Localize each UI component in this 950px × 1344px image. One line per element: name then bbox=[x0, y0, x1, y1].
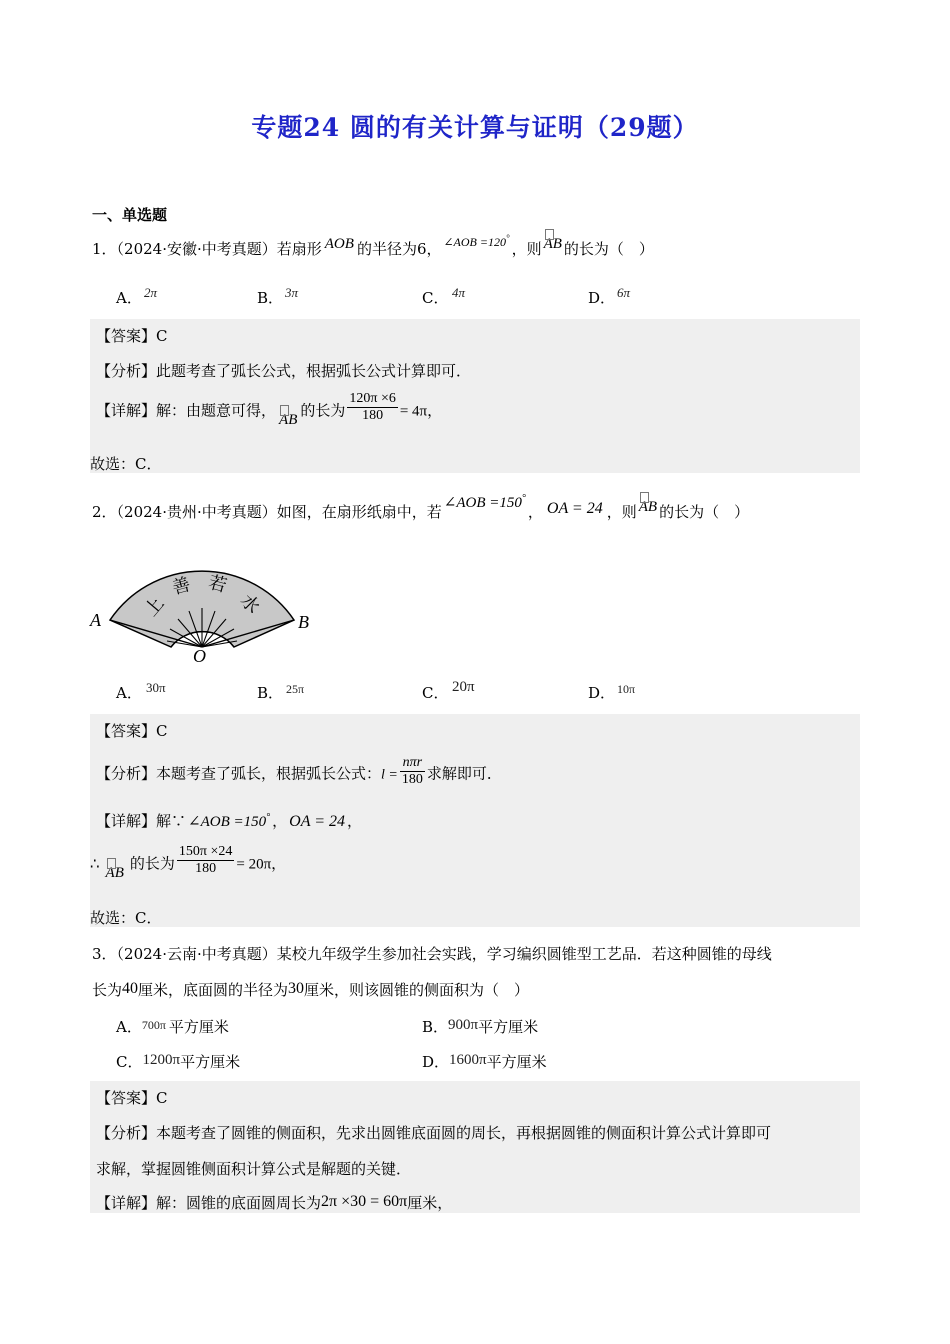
option-label: A． bbox=[116, 1018, 142, 1036]
oa-expression: OA = 24 bbox=[289, 813, 345, 830]
option-c[interactable] bbox=[116, 1051, 240, 1072]
analysis-label: 【分析】 bbox=[96, 764, 157, 783]
fan-char-4: 水 bbox=[236, 590, 264, 618]
answer-line bbox=[96, 720, 168, 741]
option-c[interactable] bbox=[422, 682, 448, 703]
option-c-value: 4π bbox=[452, 285, 466, 300]
question-number: 1． bbox=[92, 240, 117, 258]
analysis-label: 【分析】 bbox=[96, 362, 157, 380]
detail-text: ， bbox=[272, 812, 288, 830]
detail-text: 解：由题意可得， bbox=[156, 401, 277, 420]
fan-figure bbox=[86, 540, 326, 670]
option-b[interactable] bbox=[422, 1016, 538, 1037]
base-radius: 30 bbox=[288, 980, 305, 997]
angle-expression bbox=[188, 814, 270, 830]
question-text: （2024·云南·中考真题）某校九年级学生参加社会实践，学习编织圆锥型工艺品．若这种圆锥的母线 bbox=[116, 945, 772, 963]
analysis-line-2: 求解，掌握圆锥侧面积计算公式是解题的关键． bbox=[96, 1160, 412, 1178]
option-b-value: 3π bbox=[285, 285, 299, 300]
angle-value: ∠AOB =150 bbox=[188, 814, 267, 830]
question-number: 2． bbox=[92, 503, 117, 521]
label-o: O bbox=[193, 646, 206, 666]
answer-line bbox=[96, 325, 168, 346]
degree-sign: ° bbox=[266, 812, 271, 823]
analysis-text: 本题考查了弧长，根据弧长公式： bbox=[156, 764, 382, 783]
angle-expression bbox=[444, 495, 526, 511]
angle-value: ∠AOB =120 bbox=[443, 235, 506, 249]
angle-expression bbox=[443, 235, 509, 249]
detail-result: = 20π， bbox=[236, 856, 287, 873]
option-unit: 平方厘米 bbox=[180, 1053, 241, 1071]
question-text: 的长为（ ） bbox=[563, 240, 654, 258]
question-source: （2024·贵州·中考真题）如图，在扇形纸扇中，若 bbox=[116, 503, 442, 521]
option-value: 1200π bbox=[142, 1052, 181, 1068]
therefore-sign: ∴ bbox=[90, 854, 100, 873]
page-title: 专题24 圆的有关计算与证明（29题） bbox=[251, 113, 699, 142]
analysis-label: 【分析】 bbox=[96, 1124, 157, 1142]
answer-label: 【答案】 bbox=[96, 722, 157, 740]
answer-line bbox=[96, 1087, 168, 1108]
option-a[interactable] bbox=[116, 287, 142, 308]
question-text: ， bbox=[527, 503, 543, 521]
fraction-numerator: 150π ×24 bbox=[178, 844, 233, 859]
fraction-denominator: 180 bbox=[401, 772, 423, 787]
detail-line-2 bbox=[90, 844, 287, 881]
option-d-value: 10π bbox=[617, 682, 636, 696]
fan-char-3: 若 bbox=[206, 571, 230, 597]
option-label: A． bbox=[116, 289, 142, 307]
conclusion-line: 故选：C． bbox=[90, 909, 162, 927]
option-b-value: 25π bbox=[286, 682, 305, 696]
answer-value: C bbox=[156, 722, 168, 740]
option-a-value: 30π bbox=[146, 680, 166, 695]
option-label: B． bbox=[257, 289, 284, 307]
question-source: （2024·安徽·中考真题）若扇形 bbox=[116, 240, 322, 258]
degree-sign: ° bbox=[521, 493, 526, 504]
detail-text: 解∵ bbox=[156, 812, 187, 830]
option-value: 700π bbox=[141, 1018, 166, 1032]
option-label: D． bbox=[588, 289, 616, 307]
question-2 bbox=[92, 493, 750, 522]
analysis-line bbox=[96, 1122, 771, 1143]
sector-name: AOB bbox=[324, 236, 354, 252]
question-text: 的长为（ ） bbox=[659, 503, 750, 521]
option-label: C． bbox=[116, 1053, 143, 1071]
detail-label: 【详解】 bbox=[96, 1194, 157, 1212]
answer-value: C bbox=[156, 327, 168, 345]
option-a[interactable] bbox=[116, 682, 142, 703]
analysis-line bbox=[96, 755, 502, 791]
option-label: A． bbox=[116, 684, 142, 702]
detail-line bbox=[96, 1192, 452, 1213]
question-text: 的半径为6， bbox=[356, 240, 442, 258]
fan-char-2: 善 bbox=[169, 573, 193, 599]
arc-ab: AB bbox=[105, 864, 124, 881]
detail-text: 解：圆锥的底面圆周长为 bbox=[156, 1194, 322, 1212]
degree-sign: ° bbox=[505, 233, 510, 243]
option-b[interactable] bbox=[257, 682, 283, 703]
detail-result: = 4π， bbox=[399, 403, 443, 420]
fraction-numerator: nπr bbox=[400, 755, 425, 772]
fraction-denominator: 180 bbox=[362, 408, 384, 423]
fraction bbox=[177, 844, 234, 877]
section-heading: 一、单选题 bbox=[92, 206, 168, 224]
detail-line bbox=[96, 810, 362, 831]
formula-l: l = bbox=[381, 767, 398, 783]
detail-text: 的长为 bbox=[300, 401, 346, 420]
question-1 bbox=[92, 233, 654, 259]
answer-label: 【答案】 bbox=[96, 1089, 157, 1107]
option-d-value: 6π bbox=[617, 285, 631, 300]
option-d[interactable] bbox=[588, 682, 615, 703]
option-unit: 平方厘米 bbox=[168, 1018, 229, 1036]
analysis-line bbox=[96, 360, 471, 381]
option-d[interactable] bbox=[422, 1051, 547, 1072]
oa-expression: OA = 24 bbox=[546, 500, 603, 517]
answer-block-1 bbox=[90, 319, 860, 473]
fraction-denominator: 180 bbox=[195, 861, 217, 876]
option-c-value: 20π bbox=[452, 679, 475, 695]
option-label: D． bbox=[588, 684, 616, 702]
option-label: D． bbox=[422, 1053, 450, 1071]
detail-label: 【详解】 bbox=[96, 401, 157, 420]
question-text: ，则 bbox=[606, 503, 637, 521]
analysis-text: 此题考查了弧长公式，根据弧长公式计算即可． bbox=[156, 362, 472, 380]
option-label: B． bbox=[257, 684, 284, 702]
option-value: 900π bbox=[448, 1017, 479, 1033]
question-text: ，则 bbox=[511, 240, 542, 258]
option-unit: 平方厘米 bbox=[478, 1018, 539, 1036]
slant-height: 40 bbox=[122, 980, 139, 997]
detail-text: 厘米， bbox=[407, 1194, 453, 1212]
fan-char-1: 上 bbox=[140, 593, 169, 621]
option-value: 1600π bbox=[449, 1052, 487, 1068]
angle-value: ∠AOB =150 bbox=[443, 495, 522, 511]
option-label: B． bbox=[422, 1018, 449, 1036]
option-d[interactable] bbox=[588, 287, 615, 308]
question-3-line-2 bbox=[92, 979, 529, 1000]
detail-label: 【详解】 bbox=[96, 812, 157, 830]
fraction bbox=[347, 391, 397, 424]
analysis-text: 本题考查了圆锥的侧面积，先求出圆锥底面圆的周长，再根据圆锥的侧面积计算公式计算即可 bbox=[156, 1124, 772, 1142]
option-label: C． bbox=[422, 289, 449, 307]
analysis-text: 求解即可． bbox=[426, 764, 502, 783]
question-3-line-1 bbox=[92, 943, 772, 964]
answer-block-2 bbox=[90, 714, 860, 927]
question-text: 厘米，则该圆锥的侧面积为（ ） bbox=[304, 981, 530, 999]
option-label: C． bbox=[422, 684, 449, 702]
option-unit: 平方厘米 bbox=[486, 1053, 547, 1071]
question-text: 厘米，底面圆的半径为 bbox=[138, 981, 289, 999]
detail-line bbox=[96, 391, 443, 428]
answer-label: 【答案】 bbox=[96, 327, 157, 345]
arc-ab: AB bbox=[638, 499, 658, 515]
answer-block-3 bbox=[90, 1081, 860, 1213]
detail-text: ， bbox=[347, 812, 363, 830]
arc-ab: AB bbox=[279, 411, 298, 428]
option-a[interactable] bbox=[116, 1016, 229, 1037]
detail-text: 的长为 bbox=[129, 854, 175, 873]
answer-value: C bbox=[156, 1089, 168, 1107]
arc-ab: AB bbox=[543, 236, 562, 252]
question-text: 长为 bbox=[92, 981, 123, 999]
detail-expression: 2π ×30 = 60π bbox=[321, 1193, 408, 1210]
option-a-value: 2π bbox=[144, 285, 158, 300]
option-c[interactable] bbox=[422, 287, 448, 308]
fraction bbox=[400, 755, 425, 788]
label-b: B bbox=[298, 612, 309, 632]
fraction-numerator: 120π ×6 bbox=[349, 391, 396, 406]
option-b[interactable] bbox=[257, 287, 283, 308]
question-number: 3． bbox=[92, 945, 117, 963]
label-a: A bbox=[90, 610, 101, 630]
conclusion-line: 故选：C． bbox=[90, 455, 162, 473]
